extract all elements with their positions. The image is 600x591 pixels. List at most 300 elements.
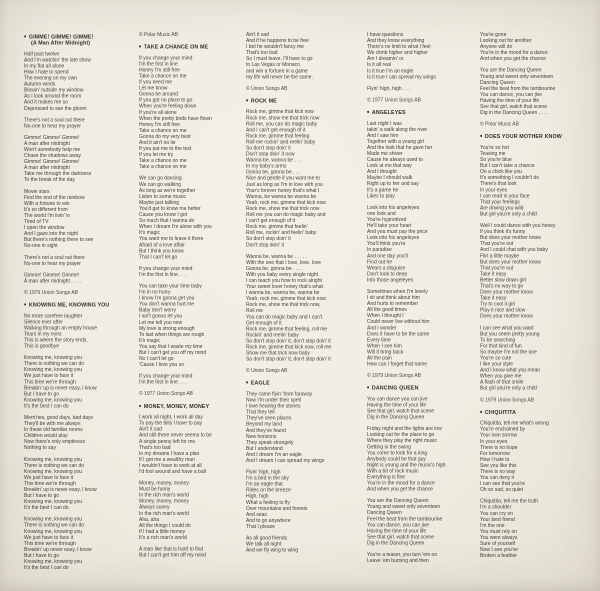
lyrics-column: [246, 32, 370, 559]
song-title-text: CHIQUITITA: [484, 409, 517, 416]
verse: [24, 135, 139, 183]
lyric-line: Take a chance on me: [139, 127, 187, 134]
lyric-line: In my baby's arms: [246, 163, 287, 170]
lyric-line: Better slow down girl: [480, 277, 527, 283]
lyric-line: Roll me, you can do magic baby: [246, 121, 318, 127]
song-title: [24, 301, 139, 307]
lyric-line: my life will never be the same.: [246, 74, 313, 80]
lyric-line: You come to look for a king: [367, 450, 428, 456]
copyright-text: © 1979 Union Songs AB: [24, 289, 78, 296]
lyric-line: If you need me: [139, 79, 173, 86]
lyric-line: If you put me to the test: [139, 146, 192, 152]
verse: [24, 415, 139, 451]
lyric-line: No-one in sight: [24, 243, 58, 249]
lyric-line: That's too bad: [246, 50, 278, 56]
lyric-line: Broken a feather: [480, 553, 517, 559]
lyric-line: Knowing me, knowing you: [24, 528, 83, 535]
lyric-line: Is it true I'm an eagle: [367, 68, 414, 74]
lyric-line: This is goodbye: [24, 343, 60, 350]
lyric-line: They came flyin' from faraway: [246, 391, 313, 397]
lyric-line: You're gone: [480, 32, 507, 38]
lyric-line: Try to cool it girl: [480, 301, 516, 308]
lyric-line: Take it easy: [480, 271, 507, 277]
lyrics-column: [480, 32, 578, 565]
lyric-line: Tears in my eyes: [24, 331, 62, 337]
lyric-line: Knowing me, knowing you: [24, 367, 83, 373]
song-title-line: [367, 109, 480, 115]
lyric-line: So don't stop doin' it, don't stop doin' it: [246, 338, 331, 344]
lyric-line: But there's nothing there to see: [24, 237, 94, 243]
verse: [480, 421, 578, 494]
lyric-line: Rock me, show me that trick now: [246, 115, 320, 121]
lyric-line: Rock me, show me that trick now,: [246, 302, 321, 308]
lyric-line: Ain't it sad: [246, 32, 269, 38]
lyric-line: When you give me: [480, 373, 522, 380]
song-title-line: [246, 97, 367, 103]
lyric-line: How I hate to spend: [24, 69, 69, 75]
song-title-text: DOES YOUR MOTHER KNOW: [484, 133, 562, 140]
lyric-line: As long as we're together: [139, 187, 196, 194]
lyric-line: For tomorrow: [480, 450, 510, 457]
lyric-line: Walking through an empty house: [24, 325, 97, 331]
lyric-line: They'll be with me always: [24, 421, 81, 427]
lyric-line: Roll me, rockin' and feelin' baby: [246, 230, 317, 236]
lyric-line: Knowing me, knowing you: [24, 516, 83, 523]
lyric-line: Yeah, rock me, gimme that kick now: [246, 296, 326, 302]
song-title-text: TAKE A CHANCE ON ME: [143, 43, 209, 50]
lyric-line: Mem'ries, good days, bad days: [24, 414, 94, 421]
lyric-line: There is nothing we can do: [24, 361, 85, 367]
lyric-line: So don't stop doin' it: [246, 236, 291, 242]
lyric-line: That you're out: [480, 241, 514, 247]
lyric-line: It's the best I can do: [24, 505, 69, 511]
lyric-line: to Las Vegas or Monaco: [246, 62, 300, 68]
lyric-line: It's so different from: [24, 206, 68, 213]
lyric-line: Feel the beat from the tambourine: [480, 85, 556, 92]
lyric-line: And when you get the chance: [367, 486, 433, 493]
lyric-line: Young and sweet only seventeen: [480, 73, 554, 80]
lyric-line: Maybe just talking: [139, 199, 180, 206]
lyric-line: Likes to play: [367, 193, 395, 199]
verse: [24, 272, 139, 284]
lyric-line: Dancing Queen: [480, 79, 515, 86]
lyric-line: Chiquitita, tell me what's wrong: [480, 420, 549, 427]
lyric-line: When I see him: [367, 343, 402, 349]
lyric-line: So don't stop doin' it: [246, 145, 291, 151]
lyric-line: And I gaze into the night: [24, 231, 78, 237]
lyric-line: But girl you're only a child: [480, 385, 537, 392]
lyric-line: No more carefree laughter: [24, 313, 83, 319]
song-title-text: GIMME! GIMME! GIMME!: [28, 33, 94, 40]
lyric-line: Rock me, show me that trick now: [246, 205, 320, 212]
lyric-line: If you change your mind: [139, 55, 193, 61]
song-title: [139, 44, 246, 50]
lyric-line: Rock me, gimme that kick now: [246, 109, 314, 115]
lyric-line: That I can't let go: [139, 254, 178, 260]
verse: [480, 223, 578, 320]
lyric-line: You can dance, you can jive: [480, 91, 543, 98]
lyric-line: And I dream I'm an eagle: [246, 451, 302, 458]
lyric-line: We climb higher and higher: [367, 50, 428, 56]
square-bullet-icon: ■: [24, 301, 27, 307]
lyric-line: Gonna be, gonna be . . . .: [246, 265, 303, 272]
lyric-line: You're enchained by: [480, 426, 525, 433]
lyric-line: Don't stop doin' it now: [246, 151, 295, 158]
lyric-line: I'm an eagle that: [246, 481, 283, 488]
lyric-line: That they tell: [246, 409, 275, 416]
verse: [367, 552, 480, 564]
lyric-line: I'd fool around and have a ball: [139, 469, 206, 475]
square-bullet-icon: ■: [24, 34, 27, 39]
lyric-line: A man after midnight: [24, 140, 70, 147]
verse: [24, 457, 139, 511]
lyric-line: Sure of yourself: [480, 541, 516, 547]
song-title: [24, 34, 139, 46]
lyric-line: Won't somebody help me: [24, 147, 81, 153]
verse: [480, 499, 578, 559]
lyric-line: I can see what you want: [480, 325, 534, 331]
lyric-line: You can dance you can jive: [367, 396, 428, 402]
lyric-line: I work all night, I work all day: [139, 414, 203, 421]
lyric-line: Will it bring back: [367, 349, 404, 355]
lyric-line: I can see that you're: [480, 481, 525, 487]
lyric-line: For that kind of fun: [480, 343, 522, 349]
lyric-line: Gimme! Gimme! Gimme!: [24, 159, 80, 165]
song-title: [480, 409, 578, 415]
lyrics-column: [367, 32, 483, 570]
square-bullet-icon: ■: [367, 385, 370, 390]
lyric-line: I love hearing the stories: [246, 403, 301, 410]
lyric-line: This is where the story ends,: [24, 337, 88, 343]
verse: [367, 426, 480, 493]
lyric-line: So much that I wanna do: [139, 218, 195, 224]
lyric-line: I'm a shoulder: [480, 504, 512, 511]
lyric-line: I'm the first in line . . .: [139, 271, 187, 278]
lyric-line: But I understand: [246, 445, 283, 452]
lyric-line: That you're out: [480, 265, 514, 271]
lyric-line: I'm the first in line . . .: [139, 379, 187, 386]
lyric-line: On a chick like you: [480, 169, 522, 175]
lyric-line: A man like that is hard to find: [139, 546, 204, 553]
lyric-line: Now I see you've: [480, 547, 518, 553]
lyric-line: Dancing Queen: [367, 510, 402, 516]
copyright-line: [480, 122, 578, 128]
lyrics-column: [24, 32, 142, 577]
lyric-line: They speak strangely: [246, 439, 294, 446]
lyric-line: Beyond my land: [246, 421, 282, 428]
lyric-line: You're so hot: [480, 144, 509, 151]
lyric-line: With you baby every single night: [246, 271, 318, 278]
lyric-line: one look and: [367, 210, 396, 217]
lyric-line: Feel the beat from the tambourine: [367, 516, 443, 522]
lyric-line: and win a fortune in a game: [246, 68, 308, 74]
lyric-line: I have questions: [367, 32, 404, 38]
lyric-line: But I have to go: [24, 552, 60, 559]
lyric-line: This time we're through: [24, 379, 76, 385]
lyric-line: Knowing me, knowing you: [24, 499, 83, 505]
lyric-line: So you're blue: [480, 157, 512, 163]
verse: [480, 325, 578, 392]
lyric-line: Into those angeleyes: [367, 277, 414, 283]
copyright-line: [480, 397, 578, 403]
lyric-line: Children would play: [24, 433, 68, 439]
lyric-line: Roll me you can do magic baby and: [246, 212, 326, 218]
lyric-line: And we fly wing to wing: [246, 547, 298, 554]
lyric-line: I know I'm gonna get you: [139, 295, 195, 302]
lyric-line: I can read in your face: [480, 193, 530, 199]
lyric-line: Looking out for another: [480, 38, 532, 44]
lyric-line: Anybody could be that guy: [367, 456, 426, 462]
lyric-line: Getting in the swing: [367, 444, 411, 450]
song-title: [480, 133, 578, 139]
lyric-line: Cause he always used to: [367, 157, 423, 163]
song-title-line: [24, 301, 139, 307]
lyric-line: So I must leave, I'll have to go: [246, 56, 313, 62]
lyric-line: In the rich man's world: [139, 510, 189, 517]
lyric-line: What a feeling to fly: [246, 499, 290, 506]
lyric-line: Breakin' up is never easy, I know: [24, 385, 97, 391]
lyric-line: Right up to her and say: [367, 181, 419, 187]
lyric-line: To the break of the day: [24, 177, 75, 183]
lyric-line: Flyin' high, high . . .: [367, 85, 410, 92]
lyric-line: With the one that I love, love, love: [246, 259, 322, 266]
lyric-line: Dig in the Dancing Queen: [367, 540, 425, 546]
lyric-line: Leave 'em burning and then: [367, 558, 429, 564]
lyric-line: Oh so sad, so quiet: [480, 487, 524, 493]
lyric-line: High, high: [246, 493, 269, 500]
lyric-line: You can do magic baby and I can't: [246, 314, 323, 320]
song-title-line: (A Man After Midnight): [31, 39, 91, 46]
song-title-line: [139, 44, 246, 50]
lyric-line: As I look around the room: [24, 93, 82, 100]
verse: [480, 145, 578, 218]
lyric-line: Now there's only emptiness: [24, 439, 85, 445]
lyric-line: If you change your mind: [139, 373, 193, 380]
lyric-line: In my dreams I have a plan: [139, 450, 200, 457]
lyric-line: To last when things are rough: [139, 331, 205, 338]
lyric-line: You're hypnotized: [367, 216, 407, 223]
lyric-line: Take a chance on me: [139, 158, 187, 164]
lyric-line: Knowing me, knowing you: [24, 456, 83, 463]
lyric-line: Having the time of your life: [480, 97, 540, 104]
lyric-line: You don't wanna hurt me: [139, 301, 194, 308]
verse: [139, 373, 249, 386]
lyric-line: You can cry on: [480, 510, 513, 517]
lyric-line: So don't stop doin' it, don't stop doin' it: [246, 356, 331, 363]
verse: [480, 68, 578, 116]
lyric-line: And I'm watchin' the late show: [24, 57, 91, 63]
lyric-line: But I can't get you off my mind: [139, 350, 207, 356]
lyric-line: It's something I couldn't do: [480, 175, 539, 181]
lyric-line: Dig in the Dancing Queen . . . .: [480, 110, 549, 116]
lyric-line: You can deny it: [480, 475, 515, 481]
lyric-line: Find the end of the rainbow: [24, 194, 85, 201]
lyric-line: How I hate to: [480, 456, 510, 463]
lyric-line: There is nothing we can do: [24, 522, 85, 529]
square-bullet-icon: ■: [139, 403, 142, 408]
lyric-line: And they know everything: [367, 38, 425, 44]
lyric-line: takin' a walk along the river: [367, 126, 428, 133]
copyright-text: © Polar Music AB: [139, 32, 178, 38]
lyric-line: In the rich man's world: [139, 492, 189, 499]
lyric-line: How can I forget that name: [367, 361, 428, 368]
lyric-line: So maybe I'm not the one: [480, 349, 537, 355]
lyric-line: No-one to hear my prayer: [24, 260, 81, 267]
lyric-line: Look into his angeleyes: [367, 235, 420, 241]
lyric-line: We just have to face it: [24, 474, 74, 481]
lyric-line: You're in the mood for a dance: [367, 480, 435, 487]
lyric-line: Looking out for the place to go: [367, 432, 435, 438]
lyric-line: Half past twelve: [24, 51, 60, 57]
copyright-line: [139, 391, 246, 397]
lyric-line: You say that I waste my time: [139, 343, 203, 350]
verse: [367, 86, 480, 92]
verse: [139, 55, 249, 170]
lyric-line: It's magic: [139, 337, 160, 344]
copyright-line: [246, 86, 367, 92]
lyric-line: There's not a soul out there: [24, 117, 85, 123]
lyric-line: Knowing me, knowing you: [24, 397, 83, 403]
lyric-line: Wanna be, wanna be . . . . .: [246, 253, 307, 260]
lyric-line: Autumn winds: [24, 81, 56, 88]
verse: [367, 289, 480, 368]
lyric-line: And it makes me so: [24, 99, 68, 106]
verse: [246, 391, 367, 464]
lyric-line: And still there never seems to be: [139, 432, 212, 439]
lyric-line: Find out he: [367, 259, 393, 265]
lyric-line: There is nothing we can do: [24, 462, 85, 469]
verse: [24, 313, 139, 349]
copyright-line: [367, 373, 480, 379]
lyric-line: When you're feeling down: [139, 103, 197, 110]
lyric-line: Could never live without him: [367, 319, 430, 325]
lyric-line: I'm in no hurry: [139, 289, 171, 296]
lyric-line: You're so cute: [480, 355, 512, 361]
lyric-line: But girl you're only a child: [480, 211, 537, 217]
lyric-line: All the pain: [367, 355, 392, 361]
lyric-line: When the pretty birds have flown: [139, 115, 212, 122]
song-title-line: [480, 133, 578, 139]
lyric-line: Take a chance on me: [139, 164, 187, 170]
lyric-line: See that girl, watch that scene: [367, 408, 434, 415]
lyric-line: Are driving you wild: [480, 205, 524, 211]
lyric-line: But I can't take a chance: [480, 163, 535, 169]
lyric-line: That's too bad: [139, 444, 171, 451]
lyric-line: There is no way: [480, 469, 516, 475]
song-title-line: [246, 380, 367, 386]
lyric-line: Take me through the darkness: [24, 171, 92, 177]
lyric-line: Let me tell you now: [139, 319, 183, 326]
lyric-line: Take a chance on me: [139, 73, 187, 79]
lyric-line: Gonna be around: [139, 91, 178, 98]
lyric-line: And I thought: [367, 169, 397, 175]
lyric-line: Blowin' outside my window: [24, 87, 84, 94]
lyric-line: Show me that trick now baby: [246, 350, 310, 357]
song-title: [367, 109, 480, 115]
copyright-text: © Polar Music AB: [480, 121, 519, 128]
lyric-line: Knowing me, knowing you: [24, 559, 83, 565]
lyric-line: Let me know: [139, 85, 168, 92]
lyric-line: A single penny left for me: [139, 438, 196, 445]
copyright-text: © 1977 Union Songs AB: [367, 97, 421, 103]
verse: [24, 255, 139, 267]
lyric-line: We talk all night: [246, 541, 282, 548]
lyric-line: Your own sorrow: [480, 432, 518, 439]
lyric-line: To pay the bills I have to pay: [139, 420, 203, 427]
lyric-line: Am I dreamin' or: [367, 56, 404, 62]
lyric-line: Play it nice and slow: [480, 307, 526, 314]
lyric-line: Gimme! Gimme! Gimme!: [24, 272, 80, 278]
lyric-line: Wanna, be wanna be wanna be: [246, 193, 317, 200]
lyric-line: When I thought I: [367, 313, 404, 319]
lyric-line: The world I'm livin' in: [24, 212, 71, 219]
lyric-line: Teasing me: [480, 151, 506, 157]
lyric-line: Chase the shadows away: [24, 153, 81, 159]
lyric-line: Nothing to say: [24, 445, 56, 451]
lyric-line: I'm the one: [480, 522, 505, 529]
lyric-line: And to go anywhere: [246, 517, 291, 524]
lyric-line: If you're all alone: [139, 109, 177, 116]
lyric-line: If you change your mind: [139, 265, 193, 272]
lyric-line: Just as long as I'm in love with you: [246, 181, 323, 188]
lyric-line: Silence ever after: [24, 319, 63, 325]
song-title: [139, 403, 246, 409]
lyric-line: Tired of TV: [24, 219, 49, 225]
copyright-line: [367, 97, 480, 103]
lyric-line: That's no way to go: [480, 283, 524, 289]
verse: [367, 396, 483, 421]
lyric-line: Maybe I should walk: [367, 175, 413, 181]
lyric-line: Night is young and the music's high: [367, 462, 446, 468]
lyric-line: Afraid of a love affair: [139, 242, 185, 248]
lyric-line: This time we're through: [24, 480, 76, 487]
lyric-line: This time we're through: [24, 540, 76, 547]
song-title-line: [139, 403, 246, 409]
verse: [24, 51, 139, 111]
lyric-line: Made me shiver: [367, 151, 403, 157]
lyric-line: I can't get enough of it: [246, 218, 296, 224]
lyric-line: There's not a soul out there: [24, 254, 85, 261]
lyric-line: He'll take your heart: [367, 223, 412, 229]
lyric-line: See that girl, watch that scene: [480, 104, 547, 110]
lyric-line: Where they play the right music: [367, 438, 438, 444]
lyric-line: And I saw him: [367, 132, 399, 139]
lyric-line: You'd get to know me better: [139, 205, 201, 212]
song-title-text: DANCING QUEEN: [371, 384, 419, 391]
lyric-line: But I think you know: [139, 248, 184, 254]
verse: [139, 415, 246, 475]
verse: [139, 547, 246, 559]
song-title-text: ANGELEYES: [371, 109, 406, 116]
lyric-line: A man after midnight: [24, 165, 70, 171]
verse: [139, 283, 246, 368]
lyric-line: Take it easy: [480, 295, 507, 302]
lyric-line: Rock me, gimme that kick now, roll me: [246, 344, 332, 350]
lyric-line: I like your style: [480, 361, 514, 368]
lyric-line: Friday night and the lights are low: [367, 426, 442, 432]
lyric-line: In your eyes: [480, 438, 508, 445]
lyric-line: You're a teaser, you turn 'em on: [367, 552, 438, 558]
lyric-line: And they've found: [246, 427, 286, 434]
lyric-line: It's magic: [139, 230, 160, 236]
lyric-line: And it ain't no lie: [139, 140, 176, 146]
lyric-line: Everything is fine: [367, 474, 406, 480]
lyric-line: We can go dancing: [139, 175, 182, 182]
verse: [246, 470, 367, 530]
lyric-line: The evening on my own: [24, 75, 78, 82]
lyric-line: Breakin' up never easy, I know: [24, 546, 92, 553]
lyric-line: Does your mother know: [480, 289, 533, 296]
